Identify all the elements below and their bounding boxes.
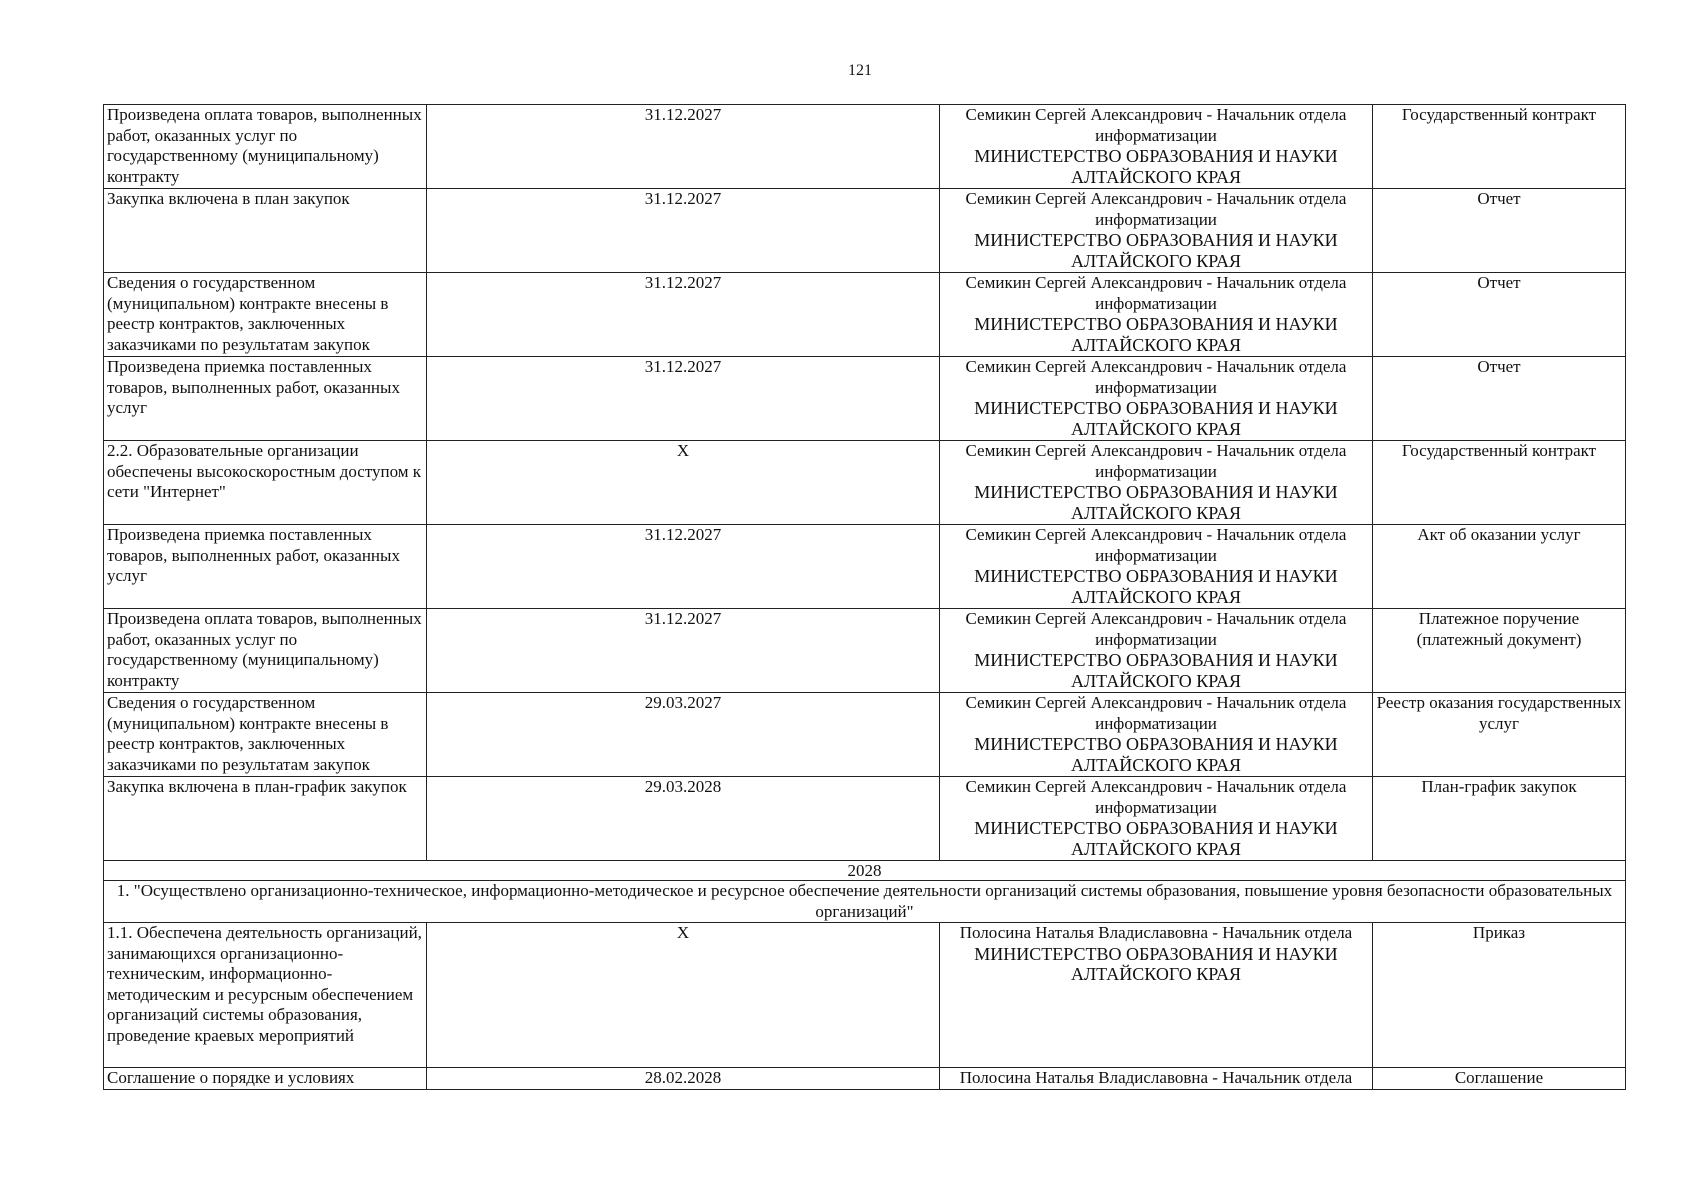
event-cell: Соглашение о порядке и условиях [104,1068,427,1090]
year-cell: 2028 [104,861,1626,881]
date-cell: 31.12.2027 [427,189,940,273]
responsible-cell [940,357,1373,441]
date-cell: 31.12.2027 [427,105,940,189]
responsible-person: Семикин Сергей Александрович - Начальник отдела информатизации [965,357,1347,397]
date-cell: 29.03.2027 [427,693,940,777]
responsible-organization: МИНИСТЕРСТВО ОБРАЗОВАНИЯ И НАУКИ АЛТАЙСКОГО КРАЯ [974,818,1338,859]
event-cell: Произведена приемка поставленных товаров, выполненных работ, оказанных услуг [104,525,427,609]
document-cell: Государственный контракт [1373,441,1626,525]
event-cell: 2.2. Образовательные организации обеспечены высокоскоростным доступом к сети "Интернет" [104,441,427,525]
responsible-organization: МИНИСТЕРСТВО ОБРАЗОВАНИЯ И НАУКИ АЛТАЙСКОГО КРАЯ [974,230,1338,271]
document-cell: Отчет [1373,273,1626,357]
page-number: 121 [848,62,872,79]
table-row [104,923,1626,1068]
responsible-person: Семикин Сергей Александрович - Начальник отдела информатизации [965,273,1347,313]
date-cell: X [427,441,940,525]
event-cell: 1.1. Обеспечена деятельность организаций, занимающихся организационно-техническим, информационно-методическим и ресурсным обеспечением организаций системы образования, проведение краевых мероприятий [104,923,427,1068]
section-title: 1. "Осуществлено организационно-техническое, информационно-методическое и ресурсное обеспечение деятельности организаций системы образования, повышение уровня безопасности образовательных организаций" [104,881,1626,923]
responsible-cell [940,693,1373,777]
document-cell: Государственный контракт [1373,105,1626,189]
document-cell: План-график закупок [1373,777,1626,861]
event-cell: Сведения о государственном (муниципальном) контракте внесены в реестр контрактов, заключенных заказчиками по результатам закупок [104,693,427,777]
table-row [104,693,1626,777]
document-cell: Приказ [1373,923,1626,1068]
date-cell: 31.12.2027 [427,525,940,609]
responsible-person: Семикин Сергей Александрович - Начальник отдела информатизации [965,189,1347,229]
event-cell: Произведена оплата товаров, выполненных работ, оказанных услуг по государственному (муниципальному) контракту [104,609,427,693]
responsible-person: Полосина Наталья Владиславовна - Начальник отдела [959,923,1353,942]
date-cell: 31.12.2027 [427,609,940,693]
responsible-cell [940,1068,1373,1090]
responsible-organization: МИНИСТЕРСТВО ОБРАЗОВАНИЯ И НАУКИ АЛТАЙСКОГО КРАЯ [974,482,1338,523]
date-cell: 31.12.2027 [427,273,940,357]
responsible-organization: МИНИСТЕРСТВО ОБРАЗОВАНИЯ И НАУКИ АЛТАЙСКОГО КРАЯ [974,943,1338,984]
table-row [104,441,1626,525]
date-cell: 29.03.2028 [427,777,940,861]
responsible-person: Семикин Сергей Александрович - Начальник отдела информатизации [965,609,1347,649]
event-cell: Произведена оплата товаров, выполненных работ, оказанных услуг по государственному (муниципальному) контракту [104,105,427,189]
responsible-person: Семикин Сергей Александрович - Начальник отдела информатизации [965,693,1347,733]
table-row [104,525,1626,609]
responsible-organization: МИНИСТЕРСТВО ОБРАЗОВАНИЯ И НАУКИ АЛТАЙСКОГО КРАЯ [974,314,1338,355]
year-row [104,861,1626,881]
responsible-person: Семикин Сергей Александрович - Начальник отдела информатизации [965,105,1347,145]
responsible-person: Семикин Сергей Александрович - Начальник отдела информатизации [965,777,1347,817]
table-row [104,357,1626,441]
responsible-organization: МИНИСТЕРСТВО ОБРАЗОВАНИЯ И НАУКИ АЛТАЙСКОГО КРАЯ [974,734,1338,775]
responsible-cell [940,105,1373,189]
document-cell: Акт об оказании услуг [1373,525,1626,609]
document-cell: Отчет [1373,357,1626,441]
responsible-cell [940,923,1373,1068]
responsible-organization: МИНИСТЕРСТВО ОБРАЗОВАНИЯ И НАУКИ АЛТАЙСКОГО КРАЯ [974,566,1338,607]
document-cell: Соглашение [1373,1068,1626,1090]
table-row [104,105,1626,189]
date-cell: 31.12.2027 [427,357,940,441]
table-row [104,273,1626,357]
responsible-person: Семикин Сергей Александрович - Начальник отдела информатизации [965,441,1347,481]
event-cell: Произведена приемка поставленных товаров, выполненных работ, оказанных услуг [104,357,427,441]
responsible-cell [940,441,1373,525]
event-cell: Сведения о государственном (муниципальном) контракте внесены в реестр контрактов, заключенных заказчиками по результатам закупок [104,273,427,357]
responsible-cell [940,777,1373,861]
table-row [104,1068,1626,1090]
responsible-person: Семикин Сергей Александрович - Начальник отдела информатизации [965,525,1347,565]
table-row [104,189,1626,273]
responsible-organization: МИНИСТЕРСТВО ОБРАЗОВАНИЯ И НАУКИ АЛТАЙСКОГО КРАЯ [974,650,1338,691]
responsible-person: Полосина Наталья Владиславовна - Начальник отдела [959,1068,1353,1087]
date-cell: X [427,923,940,1068]
date-cell: 28.02.2028 [427,1068,940,1090]
table-row [104,609,1626,693]
document-cell: Реестр оказания государственных услуг [1373,693,1626,777]
document-cell: Платежное поручение (платежный документ) [1373,609,1626,693]
responsible-cell [940,609,1373,693]
plan-table [103,104,1626,1090]
section-row [104,881,1626,923]
table-row [104,777,1626,861]
event-cell: Закупка включена в план закупок [104,189,427,273]
responsible-cell [940,189,1373,273]
responsible-organization: МИНИСТЕРСТВО ОБРАЗОВАНИЯ И НАУКИ АЛТАЙСКОГО КРАЯ [974,398,1338,439]
responsible-organization: МИНИСТЕРСТВО ОБРАЗОВАНИЯ И НАУКИ АЛТАЙСКОГО КРАЯ [974,146,1338,187]
responsible-cell [940,525,1373,609]
document-cell: Отчет [1373,189,1626,273]
event-cell: Закупка включена в план-график закупок [104,777,427,861]
responsible-cell [940,273,1373,357]
